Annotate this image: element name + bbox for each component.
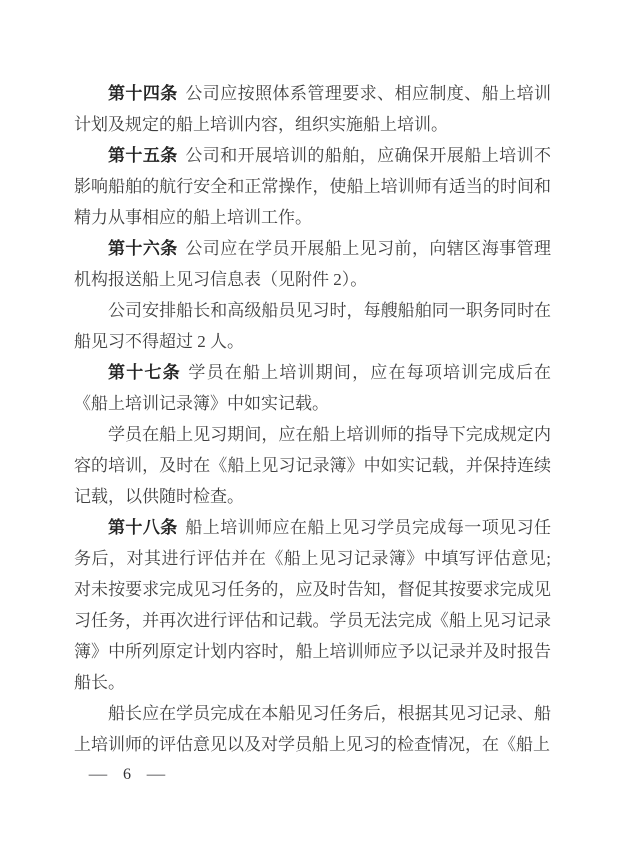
footer-dash-left: —	[88, 766, 108, 783]
article-14-text: 公司应按照体系管理要求、相应制度、船上培训计划及规定的船上培训内容，组织实施船上培训。	[74, 84, 552, 134]
article-17-number: 第十七条	[108, 363, 181, 382]
article-15-number: 第十五条	[108, 146, 178, 165]
paragraph-article-14	[74, 78, 551, 140]
article-16-text: 公司应在学员开展船上见习前，向辖区海事管理机构报送船上见习信息表（见附件 2）。	[74, 239, 552, 289]
footer-dash-right: —	[146, 766, 166, 783]
article-18-number: 第十八条	[108, 518, 178, 537]
paragraph-article-16	[74, 233, 551, 295]
paragraph-article-18-sub	[74, 698, 551, 760]
article-18-sub-text: 船长应在学员完成在本船见习任务后，根据其见习记录、船上培训师的评估意见以及对学员船上见习的检查情况，在《船上	[74, 704, 551, 754]
article-15-text: 公司和开展培训的船舶，应确保开展船上培训不影响船舶的航行安全和正常操作，使船上培训师有适当的时间和精力从事相应的船上培训工作。	[74, 146, 552, 227]
paragraph-article-17	[74, 357, 551, 419]
paragraph-article-15	[74, 140, 551, 233]
paragraph-article-18	[74, 512, 551, 698]
article-17-sub-text: 学员在船上见习期间，应在船上培训师的指导下完成规定内容的培训，及时在《船上见习记录簿》中如实记载，并保持连续记载，以供随时检查。	[74, 425, 551, 506]
article-14-number: 第十四条	[108, 84, 178, 103]
article-18-text: 船上培训师应在船上见习学员完成每一项见习任务后，对其进行评估并在《船上见习记录簿》中填写评估意见;对未按要求完成见习任务的，应及时告知，督促其按要求完成见习任务，并再次进行评估和记载。学员无法完成《船上见习记录簿》中所列原定计划内容时，船上培训师应予以记录并及时报告船长。	[74, 518, 552, 692]
page-number: 6	[123, 766, 131, 783]
article-16-sub-text: 公司安排船长和高级船员见习时，每艘船舶同一职务同时在船见习不得超过 2 人。	[74, 301, 551, 351]
paragraph-article-17-sub	[74, 419, 551, 512]
paragraph-article-16-sub	[74, 295, 551, 357]
article-16-number: 第十六条	[108, 239, 178, 258]
article-17-text: 学员在船上培训期间，应在每项培训完成后在《船上培训记录簿》中如实记载。	[74, 363, 552, 413]
page-footer	[90, 764, 164, 786]
